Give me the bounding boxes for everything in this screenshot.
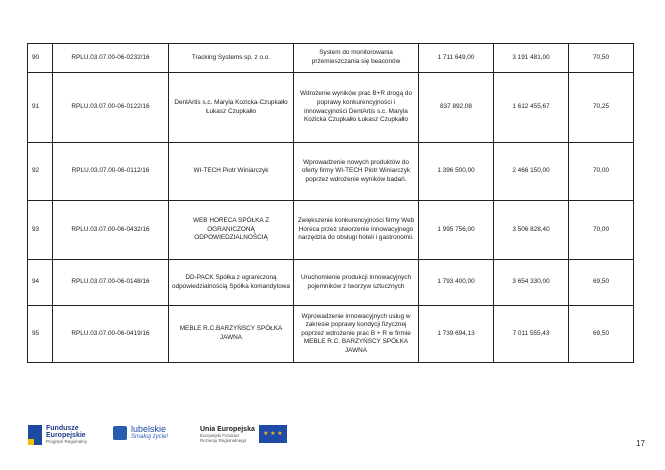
fundusze-europejskie-logo <box>28 425 87 445</box>
cell-title: Wprowadzenie nowych produktów do oferty firmy WI-TECH Piotr Winiarczyk poprzez wdrożenie wyników badań. <box>294 143 419 201</box>
cell-no: 93 <box>28 201 53 260</box>
eu-title: Unia Europejska <box>200 425 255 433</box>
table-row <box>28 143 634 201</box>
table-row <box>28 73 634 143</box>
cell-score: 69,50 <box>569 260 634 306</box>
table-row <box>28 44 634 73</box>
cell-value: 3 654 330,00 <box>494 260 569 306</box>
cell-applicant: MEBLE R.C.BARZYŃSCY SPÓŁKA JAWNA <box>169 306 294 363</box>
cell-title: System do monitorowania przemieszczania się beaconów <box>294 44 419 73</box>
cell-no: 92 <box>28 143 53 201</box>
cell-no: 91 <box>28 73 53 143</box>
fe-line1: Fundusze <box>46 425 79 432</box>
cell-no: 95 <box>28 306 53 363</box>
page-number: 17 <box>636 439 645 448</box>
footer-logos <box>28 425 648 455</box>
cell-title: Zwiększenie konkurencyjności firmy Web Horeca przez stworzenie innowacyjnego narzędzia do obsługi hoteli i gastronomii. <box>294 201 419 260</box>
cell-applicant: DD-PACK Spółka z ograniczoną odpowiedzialnością Spółka komandytowa <box>169 260 294 306</box>
cell-id: RPLU.03.07.00-06-0232/16 <box>53 44 169 73</box>
cell-value: 3 191 481,00 <box>494 44 569 73</box>
cell-id: RPLU.03.07.00-06-0148/16 <box>53 260 169 306</box>
cell-value: 2 466 150,00 <box>494 143 569 201</box>
cell-score: 70,00 <box>569 201 634 260</box>
cell-funding: 837 892,08 <box>419 73 494 143</box>
cell-title: Uruchomienie produkcji innowacyjnych pojemników z tworzyw sztucznych <box>294 260 419 306</box>
cell-score: 69,50 <box>569 306 634 363</box>
cell-no: 90 <box>28 44 53 73</box>
cell-applicant: DentArtis s.c. Maryla Kozicka-Czupkałło Łukasz Czupkałło <box>169 73 294 143</box>
table-row <box>28 201 634 260</box>
eu-line3: Rozwoju Regionalnego <box>200 437 247 443</box>
eu-flag-icon: ★ ★ ★ <box>259 425 287 443</box>
cell-value: 3 506 828,40 <box>494 201 569 260</box>
table-row <box>28 260 634 306</box>
cell-funding: 1 396 500,00 <box>419 143 494 201</box>
fe-line2: Europejskie <box>46 432 86 439</box>
cell-funding: 1 711 649,00 <box>419 44 494 73</box>
lubelskie-icon <box>113 426 127 440</box>
cell-title: Wdrożenie wyników prac B+R drogą do poprawy konkurencyjności i innowacyjności DentArtis s.c. Maryla Kozicka Czupkałło Łukasz Czupkałło <box>294 73 419 143</box>
cell-title: Wprowadzenie innowacyjnych usług w zakresie poprawy kondycji fizycznej poprzez wdrożenie prac B + R w firmie MEBLE R.C. BARZYŃSCY SPÓŁKA JAWNA <box>294 306 419 363</box>
lubelskie-name: lubelskie <box>131 424 167 434</box>
cell-funding: 1 739 694,13 <box>419 306 494 363</box>
lubelskie-slogan: Smakuj życie! <box>131 434 169 440</box>
cell-no: 94 <box>28 260 53 306</box>
eu-logo <box>200 425 287 443</box>
cell-id: RPLU.03.07.00-06-0432/16 <box>53 201 169 260</box>
cell-score: 70,00 <box>569 143 634 201</box>
cell-funding: 1 995 756,00 <box>419 201 494 260</box>
cell-applicant: WI-TECH Piotr Winiarczyk <box>169 143 294 201</box>
projects-table <box>27 43 634 363</box>
cell-id: RPLU.03.07.00-06-0122/16 <box>53 73 169 143</box>
cell-id: RPLU.03.07.00-06-0419/16 <box>53 306 169 363</box>
cell-applicant: WEB HORECA SPÓŁKA Z OGRANICZONĄ ODPOWIEDZIALNOŚCIĄ <box>169 201 294 260</box>
cell-funding: 1 793 400,00 <box>419 260 494 306</box>
lubelskie-logo <box>113 425 168 440</box>
eu-line2: Europejski Fundusz <box>200 432 240 438</box>
cell-value: 1 612 455,67 <box>494 73 569 143</box>
cell-id: RPLU.03.07.00-06-0112/16 <box>53 143 169 201</box>
fe-line3: Program Regionalny <box>46 439 88 444</box>
cell-applicant: Tracking Systems sp. z o.o. <box>169 44 294 73</box>
table-row <box>28 306 634 363</box>
cell-value: 7 011 555,43 <box>494 306 569 363</box>
cell-score: 70,25 <box>569 73 634 143</box>
cell-score: 70,50 <box>569 44 634 73</box>
fe-flag-icon <box>28 425 42 445</box>
